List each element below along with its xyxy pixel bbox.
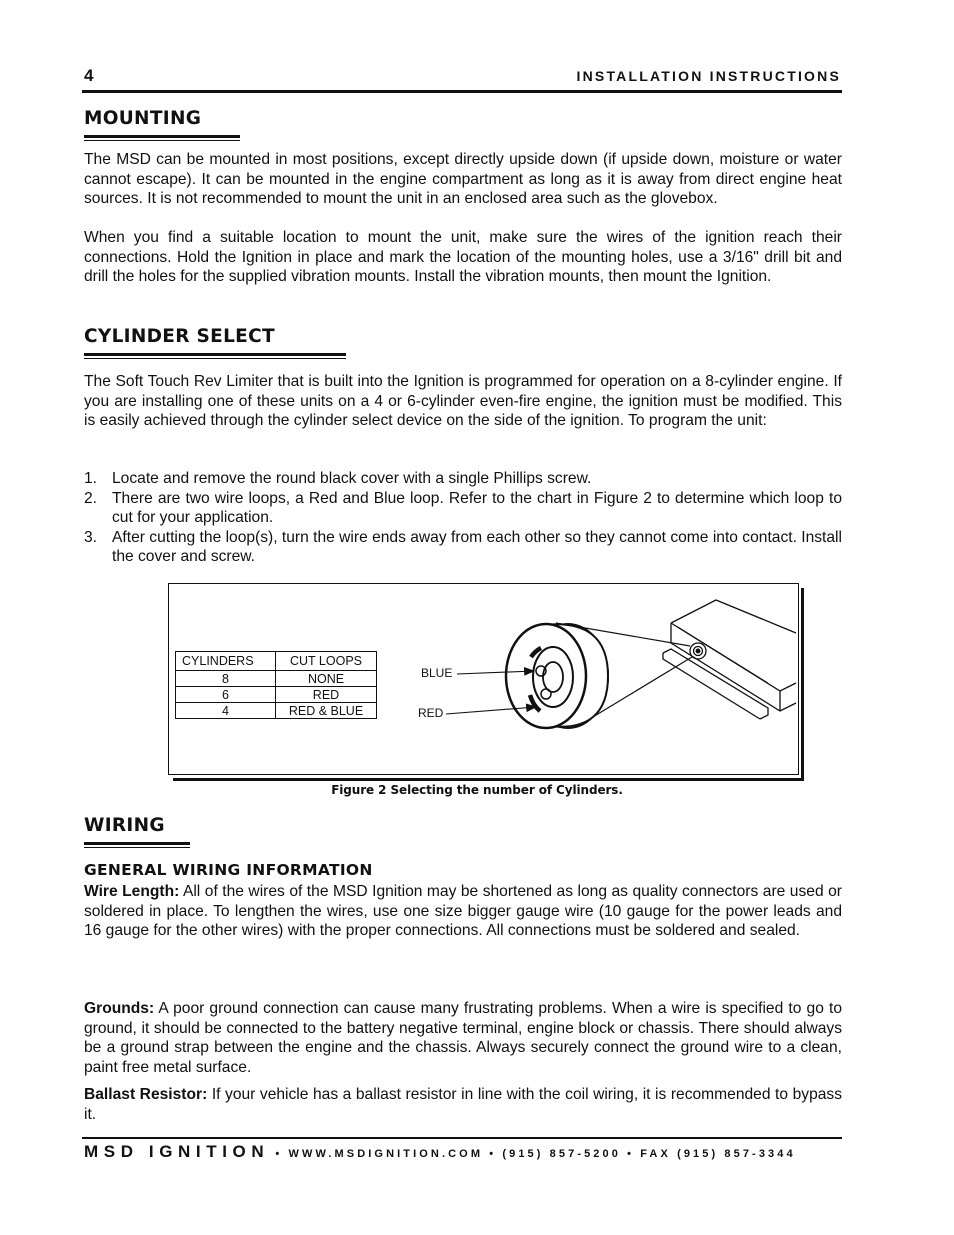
figure-caption: Figure 2 Selecting the number of Cylinders. [331,783,623,797]
general-wiring-subheading: GENERAL WIRING INFORMATION [84,861,373,879]
list-item: 1. Locate and remove the round black cover with a single Phillips screw. [84,470,592,487]
cylinder-select-heading [84,326,275,347]
ignition-box [663,600,796,719]
cylinder-select-heading-rule-thin [84,358,346,359]
wire-length-paragraph: Wire Length: All of the wires of the MSD Ignition may be shortened as long as quality connectors are used or soldered in place. To lengthen the wires, use one size bigger gauge wire (10 gauge for the power leads and 16 gauge for the other wires) with the proper connections. All connections must be soldered and sealed. [84,883,842,939]
table-cell: 8 [176,671,276,687]
label-blue: BLUE [421,666,453,680]
table-cell: 4 [176,703,276,719]
list-item: 3. After cutting the loop(s), turn the wire ends away from each other so they cannot come into contact. Install the cover and screw. [84,528,842,565]
header-rule [82,90,842,93]
ignition-diagram [168,583,798,775]
cylinder-select-paragraph: The Soft Touch Rev Limiter that is built into the Ignition is programmed for operation on a 8-cylinder engine. If you are installing one of these units on a 4 or 6-cylinder even-fire engine, the ignition must be modified. This is easily achieved through the cylinder select device on the side of the ignition. To program the unit: [84,373,842,429]
table-cell: NONE [276,671,377,687]
footer [84,1142,842,1162]
footer-contact: • WWW.MSDIGNITION.COM • (915) 857-5200 • FAX (915) 857-3344 [269,1148,796,1160]
wiring-heading-rule [84,842,190,845]
mounting-paragraph-1: The MSD can be mounted in most positions, except directly upside down (if upside down, moisture or water cannot escape). It can be mounted in the engine compartment as long as it is away from direct engine heat sources. It is not recommended to mount the unit in an enclosed area such as the glovebox. [84,151,842,207]
table-cell: 6 [176,687,276,703]
mounting-paragraph-2: When you find a suitable location to mount the unit, make sure the wires of the ignition reach their connections. Hold the Ignition in place and mark the location of the mounting holes, use a 3/16" drill bit and drill the holes for the supplied vibration mounts. Install the vibration mounts, then mount the Ignition. [84,229,842,285]
page-number: 4 [84,66,94,85]
mounting-heading-text: MOUNTING [84,108,202,129]
wiring-heading-text: WIRING [84,815,165,836]
mounting-heading-rule-thin [84,140,240,141]
wiring-heading [84,815,165,836]
grounds-label: Grounds: [84,1000,155,1017]
table-header-cut-loops: CUT LOOPS [276,652,377,671]
table-cell: RED & BLUE [276,703,377,719]
cylinder-select-heading-text: CYLINDER SELECT [84,326,275,347]
cylinder-select-cover-zoom [506,624,608,728]
grounds-paragraph: Grounds: A poor ground connection can cause many frustrating problems. When a wire is specified to go to ground, it should be connected to the battery negative terminal, engine block or chassis. There should always be a ground strap between the engine and the chassis. Always securely connect the ground wire to a clean, paint free metal surface. [84,1000,842,1076]
table-cell: RED [276,687,377,703]
ballast-paragraph: Ballast Resistor: If your vehicle has a ballast resistor in line with the coil wiring, it is recommended to bypass it. [84,1086,843,1123]
cylinder-select-steps [84,469,842,567]
mounting-heading [84,108,201,129]
cylinder-select-heading-rule [84,353,346,356]
footer-rule [82,1137,842,1139]
wiring-heading-rule-thin [84,847,190,848]
mounting-heading-rule [84,135,240,138]
table-header-cylinders: CYLINDERS [176,652,276,671]
list-item: 2. There are two wire loops, a Red and Blue loop. Refer to the chart in Figure 2 to determine which loop to cut for your application. [84,489,842,526]
footer-brand: MSD IGNITION [84,1142,270,1161]
label-red: RED [418,706,444,720]
header-title: INSTALLATION INSTRUCTIONS [576,68,841,84]
wire-length-label: Wire Length: [84,883,180,900]
ballast-label: Ballast Resistor: [84,1086,208,1103]
